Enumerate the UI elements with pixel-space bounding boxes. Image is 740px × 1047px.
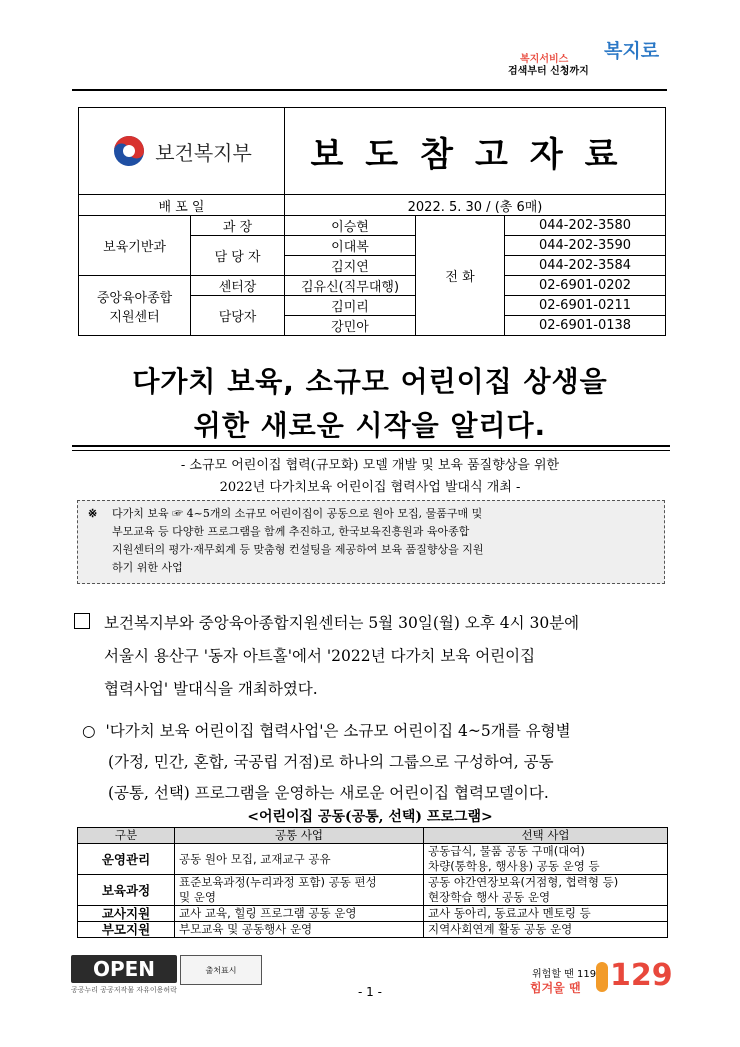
headline-line1: 다가치 보육, 소규모 어린이집 상생을 (132, 365, 608, 398)
role-staff: 담 당 자 (191, 236, 285, 276)
press-header-table (78, 107, 666, 336)
para-line: 보건복지부와 중앙육아종합지원센터는 5월 30일(월) 오후 4시 30분에 (104, 614, 580, 632)
optional-program (424, 875, 668, 906)
common-program: 교사 교육, 힐링 프로그램 공동 운영 (175, 906, 424, 922)
badge-slogan-line1: 복지서비스 (520, 54, 569, 65)
note-line: 부모교육 등 다양한 프로그램을 함께 추진하고, 한국보육진흥원과 육아종합 (112, 525, 470, 538)
note-line: 지원센터의 평가·재무회계 등 맞춤형 컨설팅을 제공하여 보육 품질향상을 지원 (112, 543, 484, 556)
contact-name: 김지연 (285, 256, 416, 276)
circle-bullet: ○ (82, 722, 96, 740)
taegeuk-icon (111, 133, 147, 169)
subtitle (0, 455, 740, 499)
page-number: - 1 - (358, 985, 382, 999)
kogl-open-logo: OPEN (71, 955, 177, 983)
para-line: (가정, 민간, 혼합, 국공립 거점)로 하나의 그룹으로 구성하여, 공동 (108, 753, 554, 771)
contact-phone: 02-6901-0211 (505, 296, 666, 316)
row-category: 운영관리 (78, 844, 175, 875)
main-paragraph (74, 607, 674, 706)
ministry-name: 보건복지부 (155, 140, 252, 165)
headline-line2: 위한 새로운 시작을 알리다. (193, 409, 547, 442)
checkbox-bullet-icon (74, 613, 90, 629)
row-category: 부모지원 (78, 922, 175, 938)
contact-name: 김유신(직무대행) (285, 276, 416, 296)
detail-paragraph (82, 716, 682, 809)
phone-label: 전 화 (416, 216, 505, 336)
optional-program: 지역사회연계 활동 공동 운영 (424, 922, 668, 938)
subtitle-line1: - 소규모 어린이집 협력(규모화) 모델 개발 및 보육 품질향상을 위한 (180, 458, 560, 473)
top-rule (72, 89, 667, 91)
headline (0, 360, 740, 448)
hotline-slogan-line2: 힘겨울 땐 (530, 981, 581, 995)
table-row (78, 844, 668, 875)
common-line: 표준보육과정(누리과정 포함) 공동 편성 (179, 875, 377, 889)
table-row (78, 906, 668, 922)
role-center: 센터장 (191, 276, 285, 296)
center-name-line2: 지원센터 (109, 309, 160, 325)
optional-line: 차량(통학용, 행사용) 공동 운영 등 (428, 859, 600, 873)
table-row (78, 875, 668, 906)
date-label: 배 포 일 (79, 195, 285, 216)
column-header: 공통 사업 (175, 828, 424, 844)
center-name (79, 276, 191, 336)
contact-name: 이승현 (285, 216, 416, 236)
row-category: 교사지원 (78, 906, 175, 922)
program-table-title: <어린이집 공동(공통, 선택) 프로그램> (247, 809, 493, 825)
para-line: (공통, 선택) 프로그램을 운영하는 새로운 어린이집 협력모델이다. (108, 784, 549, 802)
optional-line: 공동 야간연장보육(거점형, 협력형 등) (428, 875, 619, 889)
note-symbol: ※ (88, 507, 98, 520)
para-line: 서울시 용산구 '동자 아트홀'에서 '2022년 다가치 보육 어린이집 (104, 647, 536, 665)
optional-program: 교사 동아리, 동료교사 멘토링 등 (424, 906, 668, 922)
table-row (78, 922, 668, 938)
optional-program (424, 844, 668, 875)
doc-title: 보도참고자료 (285, 108, 666, 195)
definition-note (77, 500, 665, 584)
para-line: 협력사업' 발대식을 개최하였다. (104, 680, 318, 698)
program-table (77, 827, 668, 938)
contact-phone: 02-6901-0138 (505, 316, 666, 336)
contact-name: 김미리 (285, 296, 416, 316)
row-category: 보육과정 (78, 875, 175, 906)
contact-name: 이대복 (285, 236, 416, 256)
para-line: '다가치 보육 어린이집 협력사업'은 소규모 어린이집 4~5개를 유형별 (105, 722, 571, 740)
note-line: 다가치 보육 ☞ 4~5개의 소규모 어린이집이 공동으로 원아 모집, 물품구매 및 (112, 507, 483, 520)
subtitle-line2: 2022년 다가치보육 어린이집 협력사업 발대식 개최 - (219, 480, 521, 495)
headline-rule (72, 445, 670, 451)
column-header: 선택 사업 (424, 828, 668, 844)
ministry-logo-cell (79, 108, 285, 195)
role-staff: 담당자 (191, 296, 285, 336)
date-value: 2022. 5. 30 / (총 6매) (285, 195, 666, 216)
center-name-line1: 중앙육아종합 (96, 290, 173, 306)
common-program: 부모교육 및 공동행사 운영 (175, 922, 424, 938)
bokjiro-logo: 복지로 (604, 40, 660, 62)
contact-phone: 02-6901-0202 (505, 276, 666, 296)
phone-icon (596, 962, 608, 992)
optional-line: 공동급식, 물품 공동 구매(대여) (428, 844, 585, 858)
note-line: 하기 위한 사업 (112, 561, 183, 574)
common-program: 공동 원아 모집, 교재교구 공유 (175, 844, 424, 875)
column-header: 구분 (78, 828, 175, 844)
contact-phone: 044-202-3584 (505, 256, 666, 276)
common-program (175, 875, 424, 906)
role-director: 과 장 (191, 216, 285, 236)
contact-phone: 044-202-3580 (505, 216, 666, 236)
dept-name: 보육기반과 (79, 216, 191, 276)
contact-name: 강민아 (285, 316, 416, 336)
kogl-caption: 공공누리 공공저작물 자유이용허락 (71, 986, 177, 994)
common-line: 및 운영 (179, 890, 216, 904)
badge-slogan-line2: 검색부터 신청까지 (508, 66, 589, 77)
contact-phone: 044-202-3590 (505, 236, 666, 256)
hotline-number: 129 (610, 958, 673, 993)
optional-line: 현장학습 행사 공동 운영 (428, 890, 551, 904)
hotline-slogan-line1: 위험할 땐 119 (532, 969, 597, 980)
kogl-attribution-badge: 출처표시 (180, 955, 262, 985)
